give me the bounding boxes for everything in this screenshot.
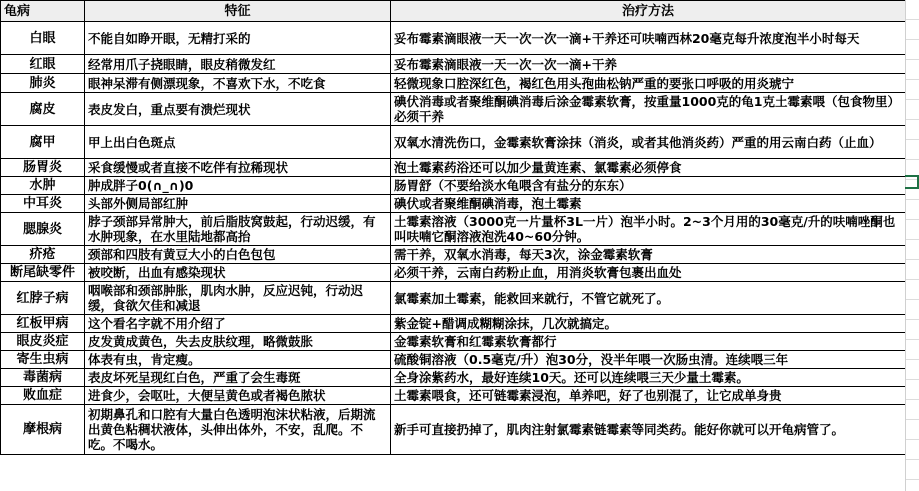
disease-treatment: 氯霉素加土霉素，能救回来就行，不管它就死了。	[391, 282, 906, 315]
disease-name: 断尾缺零件	[1, 264, 85, 282]
disease-treatment: 妥布霉素滴眼液一天一次一次一滴+干养	[391, 55, 906, 74]
disease-feature: 经常用爪子挠眼睛，眼皮稍微发红	[85, 55, 391, 74]
table-row	[1, 93, 906, 126]
disease-treatment: 轻微现象口腔深红色，褐红色用头孢曲松钠严重的要张口呼吸的用炎琥宁	[391, 74, 906, 93]
table-row	[1, 177, 906, 195]
table-row	[1, 315, 906, 333]
disease-name: 疥疮	[1, 246, 85, 264]
disease-feature: 被咬断，出血有感染现状	[85, 264, 391, 282]
disease-feature: 颈部和四肢有黄豆大小的白色包包	[85, 246, 391, 264]
table-row	[1, 405, 906, 455]
disease-treatment: 碘伏消毒或者聚维酮碘消毒后涂金霉素软膏，按重量1000克的龟1克土霉素喂（包食物里）必须干养	[391, 93, 906, 126]
disease-treatment: 紫金锭+醋调成糊糊涂抹，几次就搞定。	[391, 315, 906, 333]
table-row	[1, 74, 906, 93]
table-row	[1, 369, 906, 387]
disease-name: 水肿	[1, 177, 85, 195]
disease-feature: 这个看名字就不用介绍了	[85, 315, 391, 333]
table-row	[1, 264, 906, 282]
disease-name: 肺炎	[1, 74, 85, 93]
disease-name: 中耳炎	[1, 195, 85, 213]
disease-treatment: 泡土霉素药浴还可以加少量黄连素、氯霉素必须停食	[391, 159, 906, 177]
disease-treatment: 肠胃舒（不要给淡水龟喂含有盐分的东东）	[391, 177, 906, 195]
table-row	[1, 195, 906, 213]
table-row	[1, 333, 906, 351]
disease-feature: 头部外侧局部红肿	[85, 195, 391, 213]
disease-name: 红脖子病	[1, 282, 85, 315]
disease-treatment: 全身涂紫药水，最好连续10天。还可以连续喂三天少量土霉素。	[391, 369, 906, 387]
disease-feature: 表皮发白，重点要有溃烂现状	[85, 93, 391, 126]
disease-treatment: 妥布霉素滴眼液一天一次一次一滴+干养还可呋喃西林20毫克每升浓度泡半小时每天	[391, 22, 906, 55]
disease-treatment: 金霉素软膏和红霉素软膏都行	[391, 333, 906, 351]
disease-feature: 进食少，会呕吐，大便呈黄色或者褐色脓状	[85, 387, 391, 405]
disease-feature: 甲上出白色斑点	[85, 126, 391, 159]
disease-treatment: 双氧水清洗伤口，金霉素软膏涂抹（消炎，或者其他消炎药）严重的用云南白药（止血）	[391, 126, 906, 159]
disease-name: 寄生虫病	[1, 351, 85, 369]
table-row	[1, 159, 906, 177]
disease-feature: 初期鼻孔和口腔有大量白色透明泡沫状粘液，后期流出黄色粘稠状液体，头伸出体外，不安，乱爬。不吃。不喝水。	[85, 405, 391, 455]
disease-treatment: 土霉素喂食，还可链霉素浸泡，单养吧，好了也别混了，让它成单身贵	[391, 387, 906, 405]
selected-cell-marker[interactable]	[905, 175, 919, 189]
disease-name: 毒菌病	[1, 369, 85, 387]
disease-feature: 脖子颈部异常肿大，前后脂肢窝鼓起，行动迟缓，有水肿现象，在水里陆地都高抬	[85, 213, 391, 246]
disease-name: 眼皮炎症	[1, 333, 85, 351]
disease-feature: 皮发黄成黄色，失去皮肤纹理，略微鼓胀	[85, 333, 391, 351]
table-row	[1, 351, 906, 369]
disease-treatment: 硫酸铜溶液（0.5毫克/升）泡30分，没半年喂一次肠虫清。连续喂三年	[391, 351, 906, 369]
disease-name: 腐皮	[1, 93, 85, 126]
disease-name: 红板甲病	[1, 315, 85, 333]
disease-feature: 肿成胖子0(∩_∩)0	[85, 177, 391, 195]
disease-name: 腐甲	[1, 126, 85, 159]
disease-feature: 咽喉部和颈部肿胀，肌肉水肿，反应迟钝，行动迟缓，食欲欠佳和减退	[85, 282, 391, 315]
table-row	[1, 213, 906, 246]
table-row	[1, 126, 906, 159]
table-row	[1, 246, 906, 264]
header-treatment: 治疗方法	[391, 1, 906, 22]
header-row	[1, 1, 906, 22]
table-row	[1, 282, 906, 315]
disease-feature: 体表有虫，肯定瘦。	[85, 351, 391, 369]
disease-treatment: 必须干养，云南白药粉止血，用消炎软膏包裹出血处	[391, 264, 906, 282]
disease-name: 败血症	[1, 387, 85, 405]
disease-name: 摩根病	[1, 405, 85, 455]
header-feature: 特征	[85, 1, 391, 22]
table-row	[1, 387, 906, 405]
disease-name: 红眼	[1, 55, 85, 74]
disease-treatment: 需干养，双氧水消毒，每天3次，涂金霉素软膏	[391, 246, 906, 264]
table-row	[1, 22, 906, 55]
table-row	[1, 55, 906, 74]
disease-treatment: 碘伏或者聚维酮碘消毒，泡土霉素	[391, 195, 906, 213]
disease-feature: 不能自如睁开眼，无精打采的	[85, 22, 391, 55]
disease-treatment: 新手可直接扔掉了，肌肉注射氯霉素链霉素等同类药。能好你就可以开龟病管了。	[391, 405, 906, 455]
disease-feature: 眼神呆滞有侧漂现象，不喜欢下水，不吃食	[85, 74, 391, 93]
disease-name: 腮腺炎	[1, 213, 85, 246]
disease-name: 白眼	[1, 22, 85, 55]
header-disease: 龟病	[1, 1, 85, 22]
disease-feature: 表皮坏死呈现红白色，严重了会生毒斑	[85, 369, 391, 387]
disease-feature: 采食缓慢或者直接不吃伴有拉稀现状	[85, 159, 391, 177]
disease-treatment: 土霉素溶液（3000克一片量杯3L一片）泡半小时。2~3个月用的30毫克/升的呋喃唑酮也叫呋喃它酮溶液泡洗40~60分钟。	[391, 213, 906, 246]
disease-name: 肠胃炎	[1, 159, 85, 177]
spreadsheet-gridlines	[905, 0, 919, 491]
